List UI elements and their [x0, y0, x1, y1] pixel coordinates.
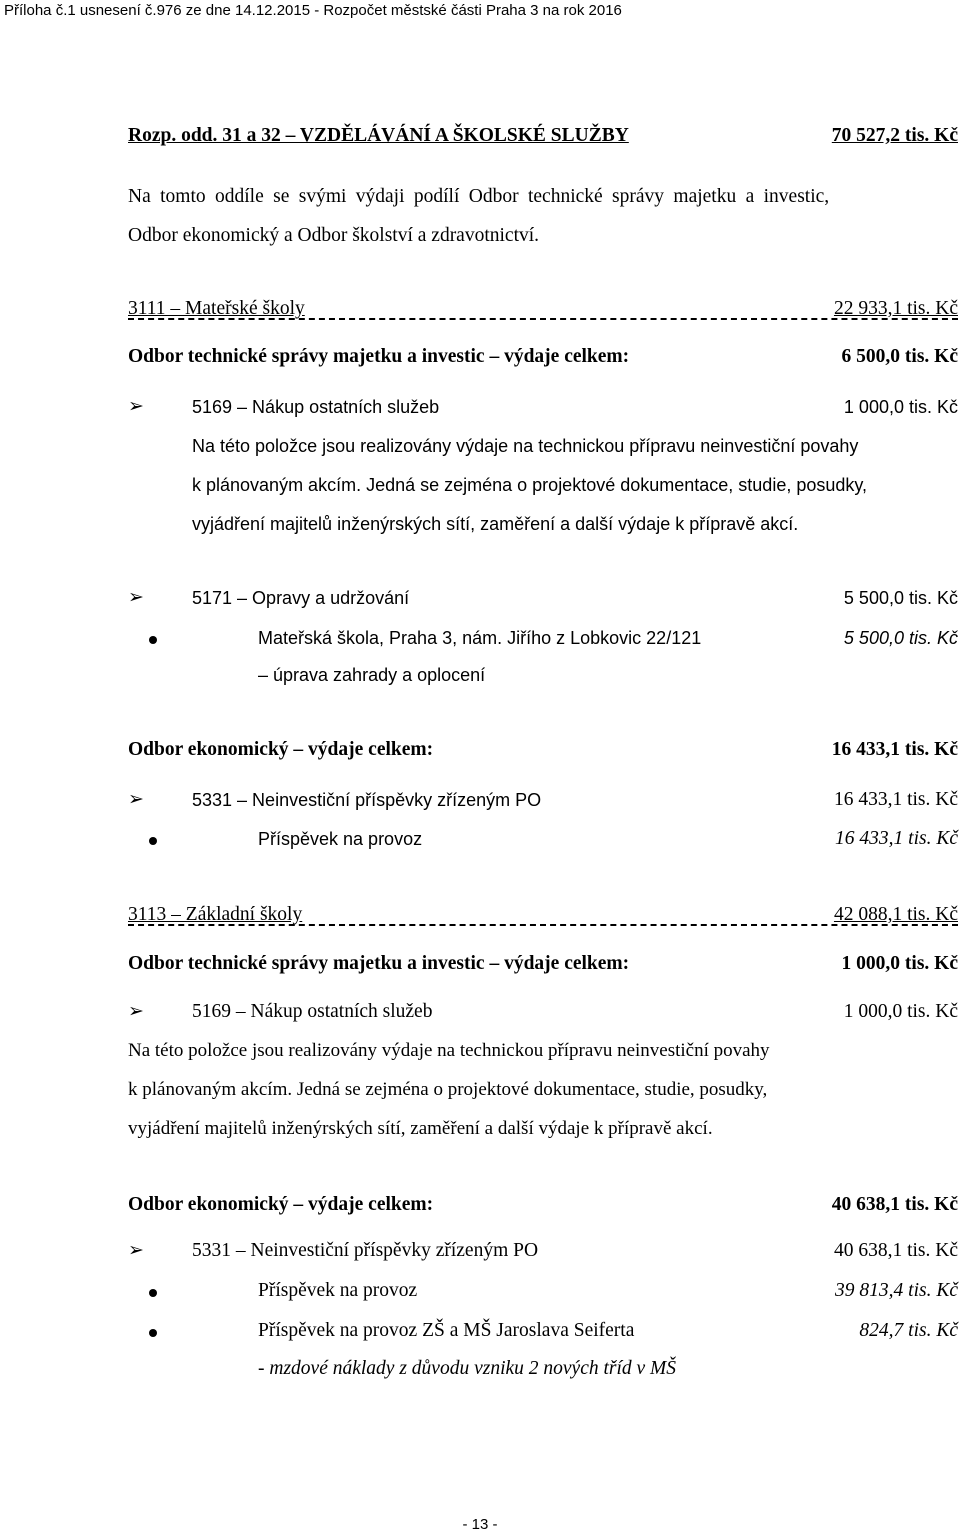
arrow-bullet-icon: ➢ [128, 1001, 144, 1022]
item-5331-label: 5331 – Neinvestiční příspěvky zřízeným PO [192, 790, 542, 810]
item-5169-3113 [128, 1000, 958, 1024]
paragraph-3111-heading [128, 297, 958, 321]
paragraph-3111-amount: 22 933,1 tis. Kč [833, 298, 958, 319]
otsmi-3111-label: Odbor technické správy majetku a investic – výdaje celkem: [128, 346, 630, 367]
paragraph-3113-amount: 42 088,1 tis. Kč [833, 904, 958, 925]
paragraph-3113-title: 3113 – Základní školy [128, 904, 303, 925]
otsmi-3111-amount: 6 500,0 tis. Kč [841, 346, 958, 367]
intro-text-2: Odbor ekonomický a Odbor školství a zdravotnictví. [128, 225, 540, 246]
item-5331-sub1 [128, 1279, 958, 1303]
item-5171-label: 5171 – Opravy a udržování [192, 588, 410, 608]
item-5169-description [192, 427, 867, 544]
otsmi-3113-amount: 1 000,0 tis. Kč [841, 953, 958, 974]
description-line: vyjádření majitelů inženýrských sítí, zaměření a další výdaje k přípravě akcí. [128, 1118, 713, 1139]
item-5169-amount: 1 000,0 tis. Kč [843, 1001, 958, 1022]
item-5169-3111 [128, 395, 958, 419]
bullet-icon [149, 1329, 157, 1337]
intro-text-1: Na tomto oddíle se svými výdaji podílí Odbor technické správy majetku a investic, [128, 186, 830, 207]
item-5171-note [128, 663, 958, 687]
section-amount: 70 527,2 tis. Kč [831, 125, 958, 146]
item-5171-sub-label: Mateřská škola, Praha 3, nám. Jiřího z Lobkovic 22/121 [258, 628, 702, 648]
item-5171-sub [128, 626, 958, 650]
item-5171-sub-amount: 5 500,0 tis. Kč [843, 628, 958, 648]
item-5331-sub2-note-text: - mzdové náklady z důvodu vzniku 2 nových tříd v MŠ [258, 1358, 677, 1379]
item-5331-sub1-label: Příspěvek na provoz [258, 1280, 418, 1301]
description-line: k plánovaným akcím. Jedná se zejména o projektové dokumentace, studie, posudky, [128, 1079, 768, 1100]
item-5331-amount: 40 638,1 tis. Kč [833, 1240, 958, 1261]
item-5331-3111 [128, 788, 958, 812]
item-5169-amount: 1 000,0 tis. Kč [843, 397, 958, 417]
item-5171-note-text: – úprava zahrady a oplocení [258, 665, 486, 685]
item-5171 [128, 586, 958, 610]
description-line: vyjádření majitelů inženýrských sítí, zaměření a další výdaje k přípravě akcí. [192, 514, 799, 534]
oe-3111-amount: 16 433,1 tis. Kč [831, 739, 958, 760]
oe-3111-label: Odbor ekonomický – výdaje celkem: [128, 739, 434, 760]
bullet-icon [149, 1289, 157, 1297]
item-5331-3113 [128, 1239, 958, 1263]
bullet-icon [149, 636, 157, 644]
item-5169-label: 5169 – Nákup ostatních služeb [192, 397, 440, 417]
paragraph-3113-heading [128, 903, 958, 927]
page-number: - 13 - [462, 1516, 498, 1533]
paragraph-3111-title: 3111 – Mateřské školy [128, 298, 305, 319]
item-5171-amount: 5 500,0 tis. Kč [843, 588, 958, 608]
item-5331-label: 5331 – Neinvestiční příspěvky zřízeným PO [192, 1240, 539, 1261]
oe-3113-total [128, 1193, 958, 1217]
item-5331-sub1-amount: 39 813,4 tis. Kč [835, 1280, 958, 1301]
description-line: k plánovaným akcím. Jedná se zejména o projektové dokumentace, studie, posudky, [192, 475, 868, 495]
item-5331-sub2-note [128, 1357, 958, 1381]
item-5331-sub2-label: Příspěvek na provoz ZŠ a MŠ Jaroslava Seiferta [258, 1320, 635, 1341]
description-line: Na této položce jsou realizovány výdaje na technickou přípravu neinvestiční povahy [192, 436, 859, 456]
section-heading [128, 124, 958, 148]
section-title: Rozp. odd. 31 a 32 – VZDĚLÁVÁNÍ A ŠKOLSKÉ SLUŽBY [128, 125, 629, 146]
description-line: Na této položce jsou realizovány výdaje na technickou přípravu neinvestiční povahy [128, 1040, 770, 1061]
otsmi-3113-label: Odbor technické správy majetku a investic – výdaje celkem: [128, 953, 630, 974]
bullet-icon [149, 837, 157, 845]
otsmi-3111-total [128, 345, 958, 369]
item-5331-sub-amount: 16 433,1 tis. Kč [835, 828, 958, 849]
intro-line-2 [128, 224, 958, 248]
item-5331-sub [128, 827, 958, 851]
otsmi-3113-total [128, 952, 958, 976]
page-header: Příloha č.1 usnesení č.976 ze dne 14.12.2015 - Rozpočet městské části Praha 3 na rok 2016 [4, 2, 622, 19]
intro-line-1 [128, 185, 958, 209]
item-5331-amount: 16 433,1 tis. Kč [833, 789, 958, 810]
arrow-bullet-icon: ➢ [128, 789, 144, 810]
item-5169-3113-description [128, 1031, 770, 1148]
arrow-bullet-icon: ➢ [128, 1240, 144, 1261]
arrow-bullet-icon: ➢ [128, 396, 144, 417]
oe-3113-amount: 40 638,1 tis. Kč [831, 1194, 958, 1215]
item-5331-sub-label: Příspěvek na provoz [258, 829, 423, 849]
oe-3113-label: Odbor ekonomický – výdaje celkem: [128, 1194, 434, 1215]
item-5331-sub2-amount: 824,7 tis. Kč [859, 1320, 958, 1341]
arrow-bullet-icon: ➢ [128, 587, 144, 608]
item-5331-sub2 [128, 1319, 958, 1343]
item-5169-label: 5169 – Nákup ostatních služeb [192, 1001, 433, 1022]
oe-3111-total [128, 738, 958, 762]
